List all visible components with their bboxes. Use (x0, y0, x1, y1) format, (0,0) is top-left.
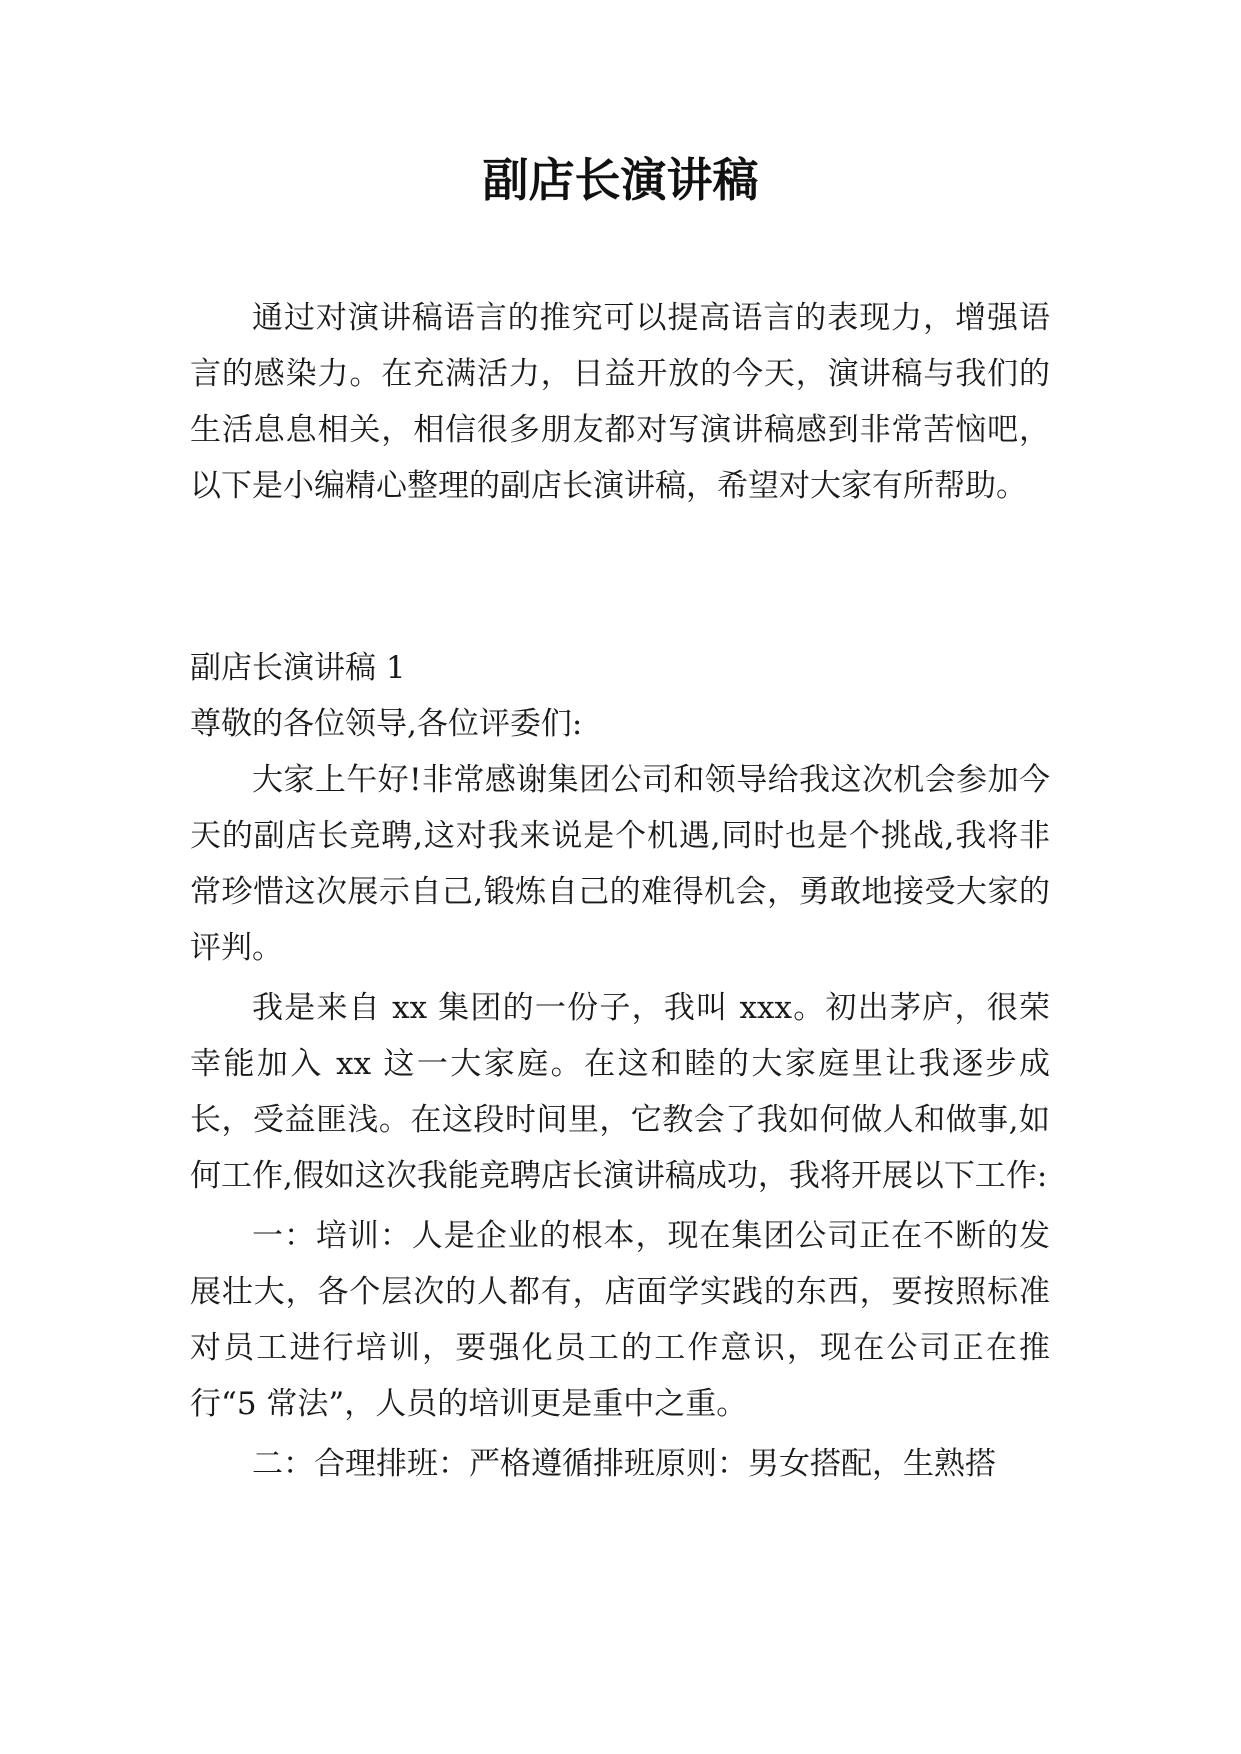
intro-paragraph: 通过对演讲稿语言的推究可以提高语言的表现力，增强语言的感染力。在充满活力，日益开放的今天，演讲稿与我们的生活息息相关，相信很多朋友都对写演讲稿感到非常苦恼吧，以下是小编精心整理的副店长演讲稿，希望对大家有所帮助。 (190, 300, 1050, 504)
paragraph-introduction: 我是来自 xx 集团的一份子，我叫 xxx。初出茅庐，很荣幸能加入 xx 这一大家庭。在这和睦的大家庭里让我逐步成长，受益匪浅。在这段时间里，它教会了我如何做人和做事,如何工作,假如这次我能竞聘店长演讲稿成功，我将开展以下工作: (190, 990, 1050, 1194)
speech-section (190, 640, 1050, 1496)
intro-block (190, 290, 1050, 514)
section-heading: 副店长演讲稿 1 (190, 650, 406, 686)
salutation: 尊敬的各位领导,各位评委们: (190, 706, 583, 742)
paragraph-training: 一：培训：人是企业的根本，现在集团公司正在不断的发展壮大，各个层次的人都有，店面学实践的东西，要按照标准对员工进行培训，要强化员工的工作意识，现在公司正在推行“5 常法”，人员的培训更是重中之重。 (190, 1218, 1050, 1422)
paragraph-scheduling: 二：合理排班：严格遵循排班原则：男女搭配，生熟搭 (252, 1446, 996, 1482)
document-title: 副店长演讲稿 (482, 153, 759, 207)
paragraph-greeting: 大家上午好!非常感谢集团公司和领导给我这次机会参加今天的副店长竞聘,这对我来说是个机遇,同时也是个挑战,我将非常珍惜这次展示自己,锻炼自己的难得机会，勇敢地接受大家的评判。 (190, 762, 1050, 966)
